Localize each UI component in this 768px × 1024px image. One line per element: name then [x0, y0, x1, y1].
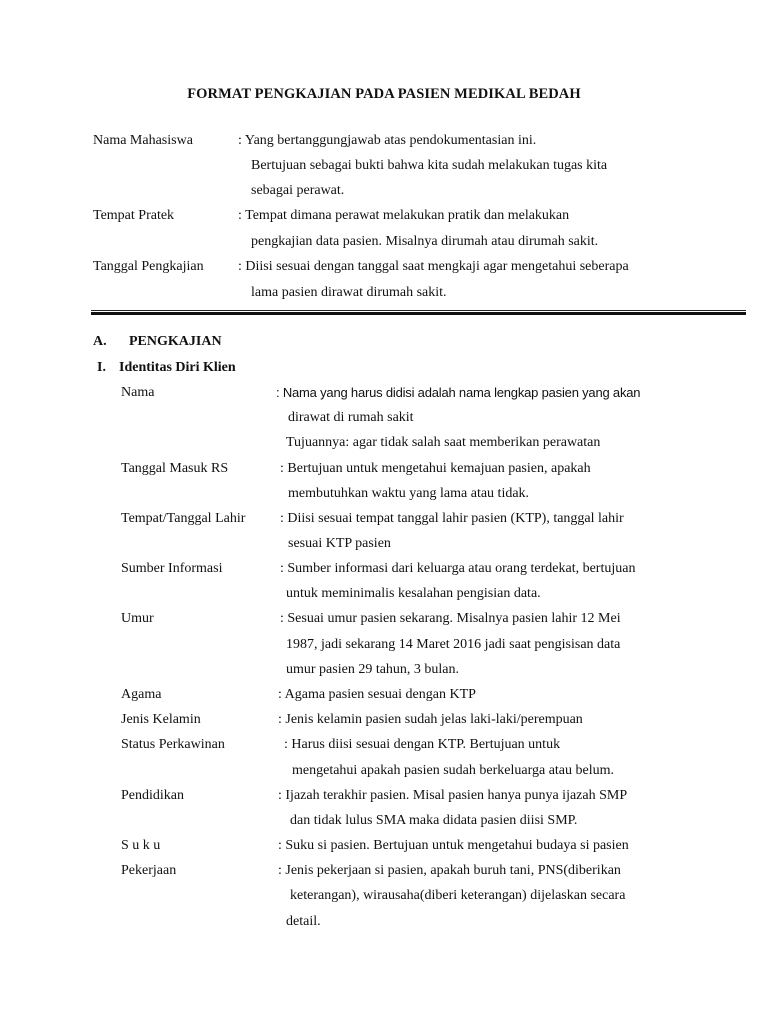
field-label: Status Perkawinan	[121, 737, 225, 752]
field-value-line: 1987, jadi sekarang 14 Maret 2016 jadi saat pengisisan data	[286, 637, 621, 652]
header-divider	[91, 310, 746, 315]
field-value-line: untuk meminimalis kesalahan pengisian data.	[286, 586, 541, 601]
section-letter: A.	[93, 334, 107, 349]
field-value-line: dan tidak lulus SMA maka didata pasien diisi SMP.	[290, 813, 578, 828]
field-value-line: detail.	[286, 914, 321, 929]
field-value-line: : Sumber informasi dari keluarga atau orang terdekat, bertujuan	[280, 561, 636, 576]
field-value-line: sebagai perawat.	[251, 183, 345, 198]
field-value-line: : Suku si pasien. Bertujuan untuk mengetahui budaya si pasien	[278, 838, 629, 853]
field-value-line: dirawat di rumah sakit	[288, 410, 414, 425]
field-value-line: : Jenis kelamin pasien sudah jelas laki-laki/perempuan	[278, 712, 583, 727]
field-label: Tempat/Tanggal Lahir	[121, 511, 246, 526]
field-value-line: Tujuannya: agar tidak salah saat memberikan perawatan	[286, 435, 601, 450]
field-label: Tempat Pratek	[93, 208, 175, 223]
field-value-line: pengkajian data pasien. Misalnya dirumah atau dirumah sakit.	[251, 234, 599, 249]
field-label: Agama	[121, 687, 162, 702]
field-value-line: Bertujuan sebagai bukti bahwa kita sudah melakukan tugas kita	[251, 158, 608, 173]
field-value-line: keterangan), wirausaha(diberi keterangan) dijelaskan secara	[290, 888, 626, 903]
field-label: Pendidikan	[121, 788, 184, 803]
field-label: Tanggal Masuk RS	[121, 461, 229, 476]
field-label: Nama Mahasiswa	[93, 133, 193, 148]
subsection-title: Identitas Diri Klien	[119, 360, 236, 375]
field-label: Sumber Informasi	[121, 561, 223, 576]
field-value-line: membutuhkan waktu yang lama atau tidak.	[288, 486, 530, 501]
field-label: Umur	[121, 611, 154, 626]
field-value-line: : Yang bertanggungjawab atas pendokumentasian ini.	[238, 133, 537, 148]
subsection-number: I.	[97, 360, 106, 375]
field-label: Jenis Kelamin	[121, 712, 201, 727]
field-label: S u k u	[121, 838, 161, 853]
field-label: Nama	[121, 385, 155, 400]
field-value-line: : Ijazah terakhir pasien. Misal pasien hanya punya ijazah SMP	[278, 788, 628, 803]
field-value-line: : Bertujuan untuk mengetahui kemajuan pasien, apakah	[280, 461, 591, 476]
field-value-line: lama pasien dirawat dirumah sakit.	[251, 285, 447, 300]
field-value-line: : Harus diisi sesuai dengan KTP. Bertujuan untuk	[284, 737, 561, 752]
field-value-line: : Agama pasien sesuai dengan KTP	[278, 687, 476, 702]
field-label: Pekerjaan	[121, 863, 177, 878]
field-value-line: : Diisi sesuai tempat tanggal lahir pasien (KTP), tanggal lahir	[280, 511, 624, 526]
field-label: Tanggal Pengkajian	[93, 259, 204, 274]
field-value-line: : Sesuai umur pasien sekarang. Misalnya pasien lahir 12 Mei	[280, 611, 621, 626]
field-value-line: : Nama yang harus didisi adalah nama lengkap pasien yang akan	[276, 385, 641, 400]
field-value-line: mengetahui apakah pasien sudah berkeluarga atau belum.	[292, 763, 615, 778]
field-value-line: : Jenis pekerjaan si pasien, apakah buruh tani, PNS(diberikan	[278, 863, 621, 878]
field-value-line: sesuai KTP pasien	[288, 536, 391, 551]
field-value-line: : Diisi sesuai dengan tanggal saat mengkaji agar mengetahui seberapa	[238, 259, 629, 274]
field-value-line: umur pasien 29 tahun, 3 bulan.	[286, 662, 460, 677]
section-title: PENGKAJIAN	[129, 334, 222, 349]
document-title: FORMAT PENGKAJIAN PADA PASIEN MEDIKAL BEDAH	[187, 86, 581, 102]
field-value-line: : Tempat dimana perawat melakukan pratik dan melakukan	[238, 208, 570, 223]
